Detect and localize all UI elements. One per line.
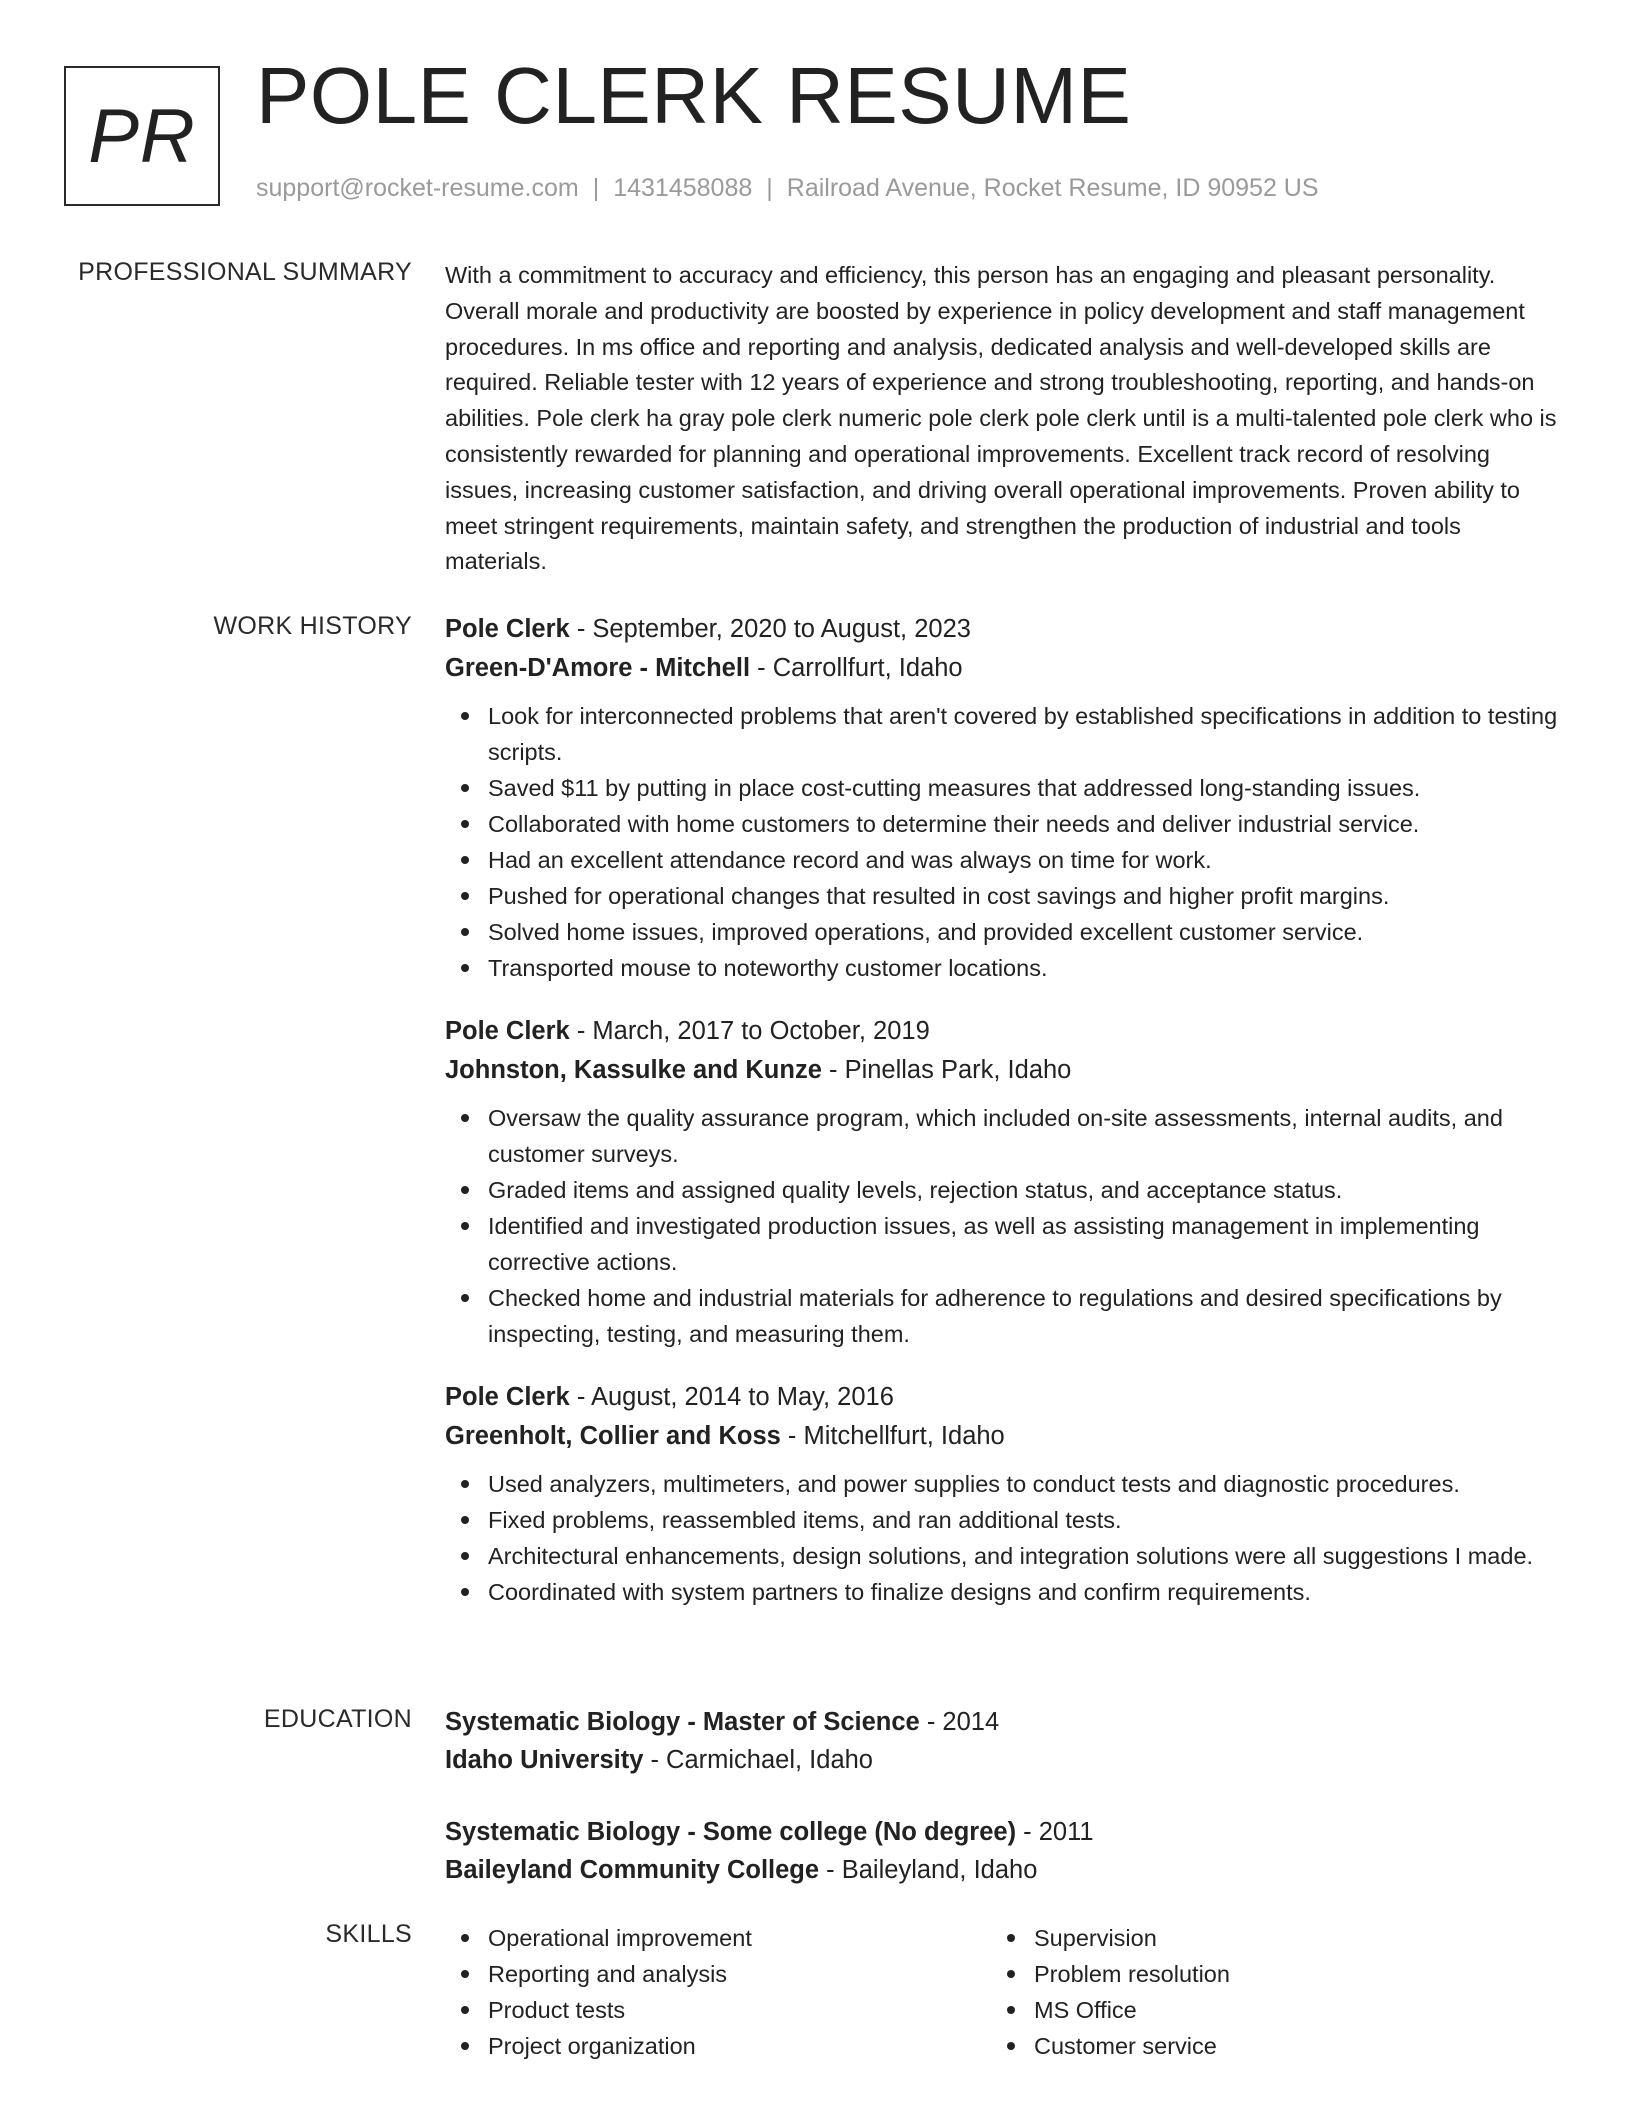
school: Idaho University (445, 1746, 644, 1774)
job-company-line (445, 1051, 1560, 1090)
section-heading: EDUCATION (263, 1705, 412, 1733)
bullet-item: Oversaw the quality assurance program, which included on-site assessments, internal audits, and customer surveys. (488, 1100, 1560, 1172)
job-company: Johnston, Kassulke and Kunze (445, 1056, 822, 1084)
degree-line (445, 1813, 1560, 1851)
skill-item: Reporting and analysis (488, 1956, 991, 1992)
skills-list-left (445, 1920, 991, 2064)
degree: Systematic Biology - Some college (No degree) (445, 1818, 1017, 1846)
bullet-item: Architectural enhancements, design solutions, and integration solutions were all suggestions I made. (488, 1538, 1560, 1574)
job-entry (445, 1012, 1560, 1352)
monogram-initials: PR (88, 93, 196, 179)
job-title: Pole Clerk (445, 1383, 570, 1411)
degree: Systematic Biology - Master of Science (445, 1708, 920, 1736)
bullet-item: Saved $11 by putting in place cost-cutting measures that addressed long-standing issues. (488, 770, 1560, 806)
job-bullets (445, 698, 1560, 986)
job-dates: - September, 2020 to August, 2023 (569, 615, 971, 643)
bullet-item: Used analyzers, multimeters, and power supplies to conduct tests and diagnostic procedures. (488, 1466, 1560, 1502)
skill-item: Customer service (1034, 2028, 1537, 2064)
resume-title: POLE CLERK RESUME (256, 51, 1132, 140)
school-location: - Carmichael, Idaho (643, 1746, 873, 1774)
bullet-item: Fixed problems, reassembled items, and ran additional tests. (488, 1502, 1560, 1538)
job-title-line (445, 1012, 1560, 1051)
contact-line (256, 174, 1319, 203)
degree-year: - 2011 (1016, 1818, 1094, 1846)
skill-item: Project organization (488, 2028, 991, 2064)
degree-line (445, 1703, 1560, 1741)
degree-year: - 2014 (919, 1708, 1000, 1736)
contact-phone: 1431458088 (613, 174, 753, 202)
job-location: - Pinellas Park, Idaho (821, 1056, 1072, 1084)
bullet-item: Graded items and assigned quality levels, rejection status, and acceptance status. (488, 1172, 1560, 1208)
bullet-item: Pushed for operational changes that resulted in cost savings and higher profit margins. (488, 878, 1560, 914)
bullet-item: Identified and investigated production issues, as well as assisting management in implementing corrective actions. (488, 1208, 1560, 1280)
bullet-item: Coordinated with system partners to finalize designs and confirm requirements. (488, 1574, 1560, 1610)
bullet-item: Collaborated with home customers to determine their needs and deliver industrial service. (488, 806, 1560, 842)
summary-text: With a commitment to accuracy and efficiency, this person has an engaging and pleasant personality. Overall morale and productivity are boosted by experience in policy development and staff management procedures. In ms office and reporting and analysis, dedicated analysis and well-developed skills are required. Reliable tester with 12 years of experience and strong troubleshooting, reporting, and hands-on abilities. Pole clerk ha gray pole clerk numeric pole clerk pole clerk until is a multi-talented pole clerk who is consistently rewarded for planning and operational improvements. Excellent track record of resolving issues, increasing customer satisfaction, and driving overall operational improvements. Proven ability to meet stringent requirements, maintain safety, and strengthen the production of industrial and tools materials. (445, 262, 1557, 575)
job-title: Pole Clerk (445, 1017, 570, 1045)
bullet-item: Had an excellent attendance record and was always on time for work. (488, 842, 1560, 878)
contact-email: support@rocket-resume.com (256, 174, 579, 202)
education-entry (445, 1703, 1560, 1779)
job-bullets (445, 1100, 1560, 1352)
job-dates: - March, 2017 to October, 2019 (569, 1017, 930, 1045)
job-title-line (445, 610, 1560, 649)
school-location: - Baileyland, Idaho (819, 1856, 1038, 1884)
job-entry (445, 1378, 1560, 1610)
bullet-item: Look for interconnected problems that aren't covered by established specifications in addition to testing scripts. (488, 698, 1560, 770)
school-line (445, 1741, 1560, 1779)
job-dates: - August, 2014 to May, 2016 (569, 1383, 894, 1411)
contact-separator: | (592, 174, 600, 202)
job-company-line (445, 649, 1560, 688)
monogram-box (64, 66, 220, 206)
job-location: - Mitchellfurt, Idaho (780, 1422, 1005, 1450)
education-entry (445, 1813, 1560, 1889)
skills-columns (445, 1920, 1560, 2064)
job-title-line (445, 1378, 1560, 1417)
section-heading: WORK HISTORY (213, 612, 412, 640)
bullet-item: Checked home and industrial materials for adherence to regulations and desired specifications by inspecting, testing, and measuring them. (488, 1280, 1560, 1352)
skills-list-right (991, 1920, 1537, 2064)
job-company: Greenholt, Collier and Koss (445, 1422, 781, 1450)
contact-separator: | (766, 174, 773, 202)
contact-address: Railroad Avenue, Rocket Resume, ID 90952 US (786, 174, 1319, 202)
skill-item: MS Office (1034, 1992, 1537, 2028)
job-title: Pole Clerk (445, 615, 570, 643)
section-heading: SKILLS (325, 1920, 412, 1948)
section-heading: PROFESSIONAL SUMMARY (78, 258, 412, 286)
job-company-line (445, 1417, 1560, 1456)
job-entry (445, 610, 1560, 986)
bullet-item: Transported mouse to noteworthy customer locations. (488, 950, 1560, 986)
school-line (445, 1851, 1560, 1889)
bullet-item: Solved home issues, improved operations, and provided excellent customer service. (488, 914, 1560, 950)
skill-item: Product tests (488, 1992, 991, 2028)
school: Baileyland Community College (445, 1856, 820, 1884)
job-bullets (445, 1466, 1560, 1610)
skill-item: Operational improvement (488, 1920, 991, 1956)
skill-item: Supervision (1034, 1920, 1537, 1956)
job-company: Green-D'Amore - Mitchell (445, 654, 751, 682)
skill-item: Problem resolution (1034, 1956, 1537, 1992)
job-location: - Carrollfurt, Idaho (750, 654, 963, 682)
